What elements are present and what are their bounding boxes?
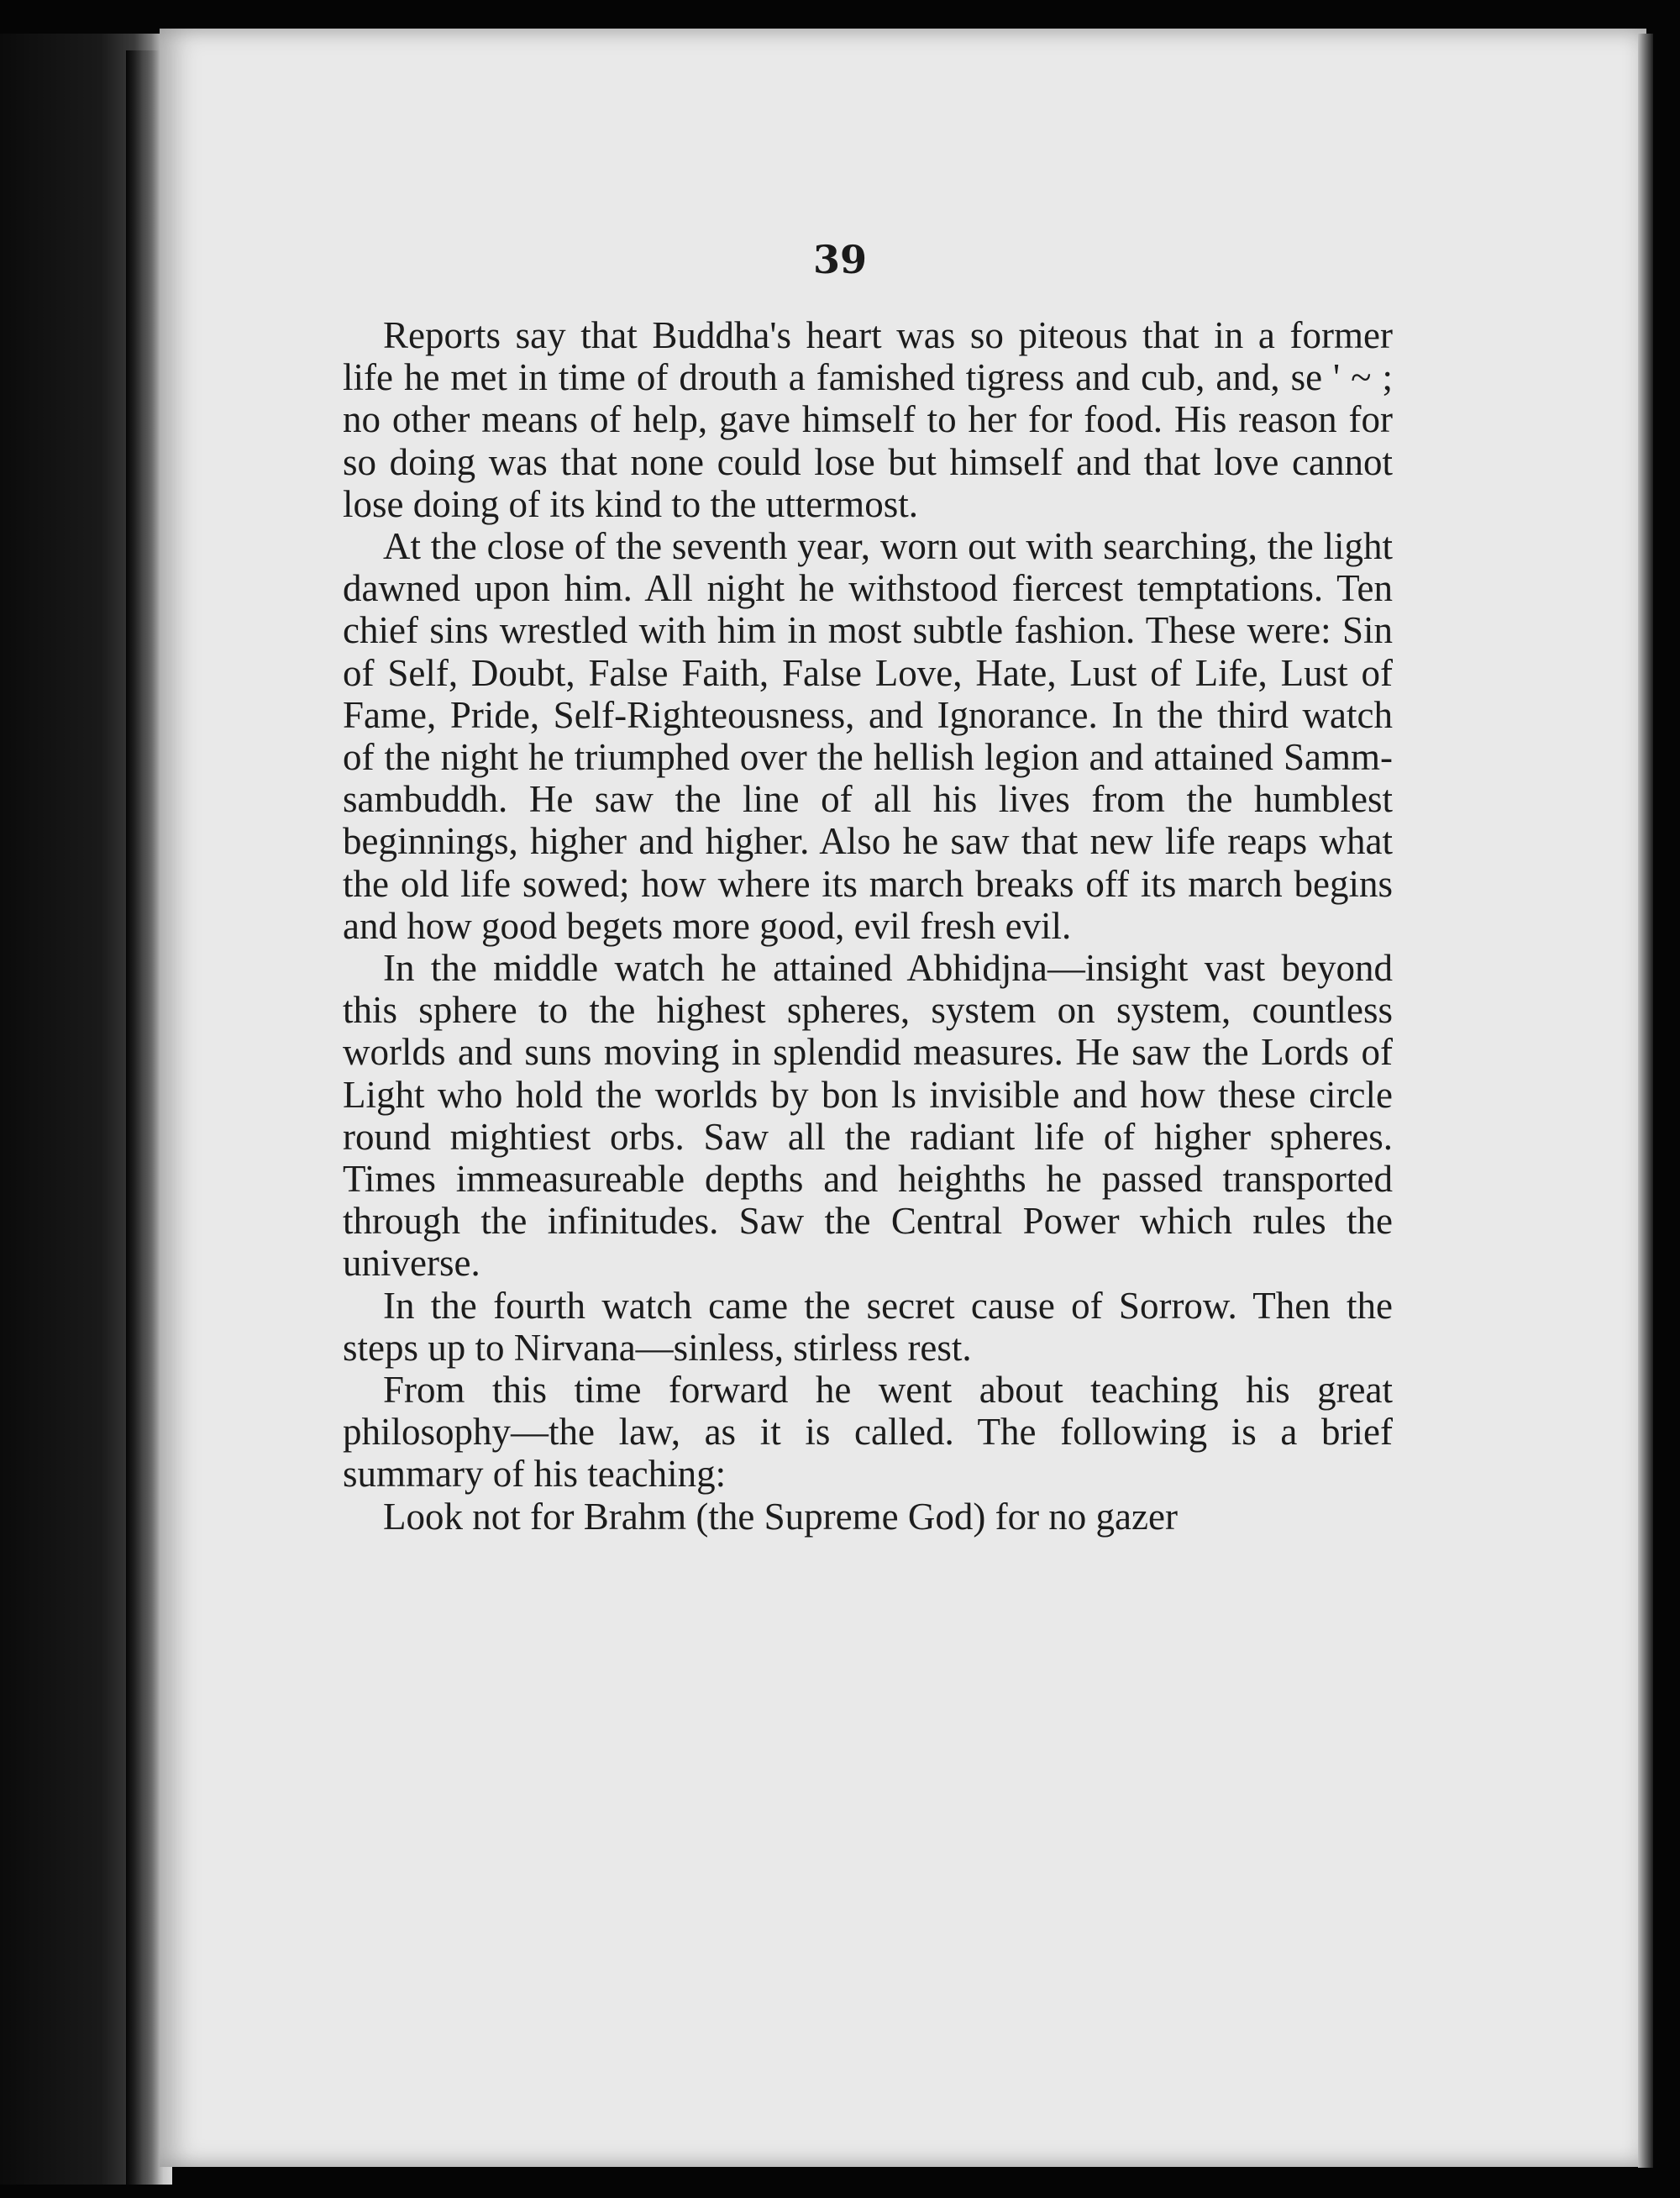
page-number: 39	[812, 237, 867, 282]
body-text	[343, 314, 1393, 1538]
paragraph-5: From this time forward he went about teaching his great philosophy—the law, as it is called. The following is a brief summary of his teaching:	[343, 1369, 1393, 1496]
paragraph-4: In the fourth watch came the secret cause of Sorrow. Then the steps up to Nirvana—sinless, stirless rest.	[343, 1284, 1393, 1369]
spine-shadow	[126, 50, 160, 2185]
paragraph-3: In the middle watch he attained Abhidjna—insight vast beyond this sphere to the highest spheres, system on system, countless worlds and suns moving in splendid measures. He saw the Lords of Light who hold the worlds by bon ls invisible and how these circle round mightiest orbs. Saw all the radiant life of higher spheres. Times immeasureable depths and heighths he passed transported through the infinitudes. Saw the Central Power which rules the universe.	[343, 947, 1393, 1285]
paragraph-2: At the close of the seventh year, worn out with searching, the light dawned upon him. All night he withstood fiercest temptations. Ten chief sins wrestled with him in most subtle fashion. These were: Sin of Self, Doubt, False Faith, False Love, Hate, Lust of Life, Lust of Fame, Pride, Self-Righteousness, and Ignorance. In the third watch of the night he triumphed over the hellish legion and attained Samm-sambuddh. He saw the line of all his lives from the humblest beginnings, higher and higher. Also he saw that new life reaps what the old life sowed; how where its march breaks off its march begins and how good begets more good, evil fresh evil.	[343, 525, 1393, 947]
right-page-edge	[1638, 34, 1653, 2168]
paragraph-6: Look not for Brahm (the Supreme God) for no gazer	[383, 1495, 1178, 1538]
paragraph-1: Reports say that Buddha's heart was so piteous that in a former life he met in time of drouth a famished tigress and cub, and, se ' ~ ; no other means of help, gave himself to her for food. His reason for so doing was that none could lose but himself and that love cannot lose doing of its kind to the uttermost.	[343, 314, 1393, 525]
